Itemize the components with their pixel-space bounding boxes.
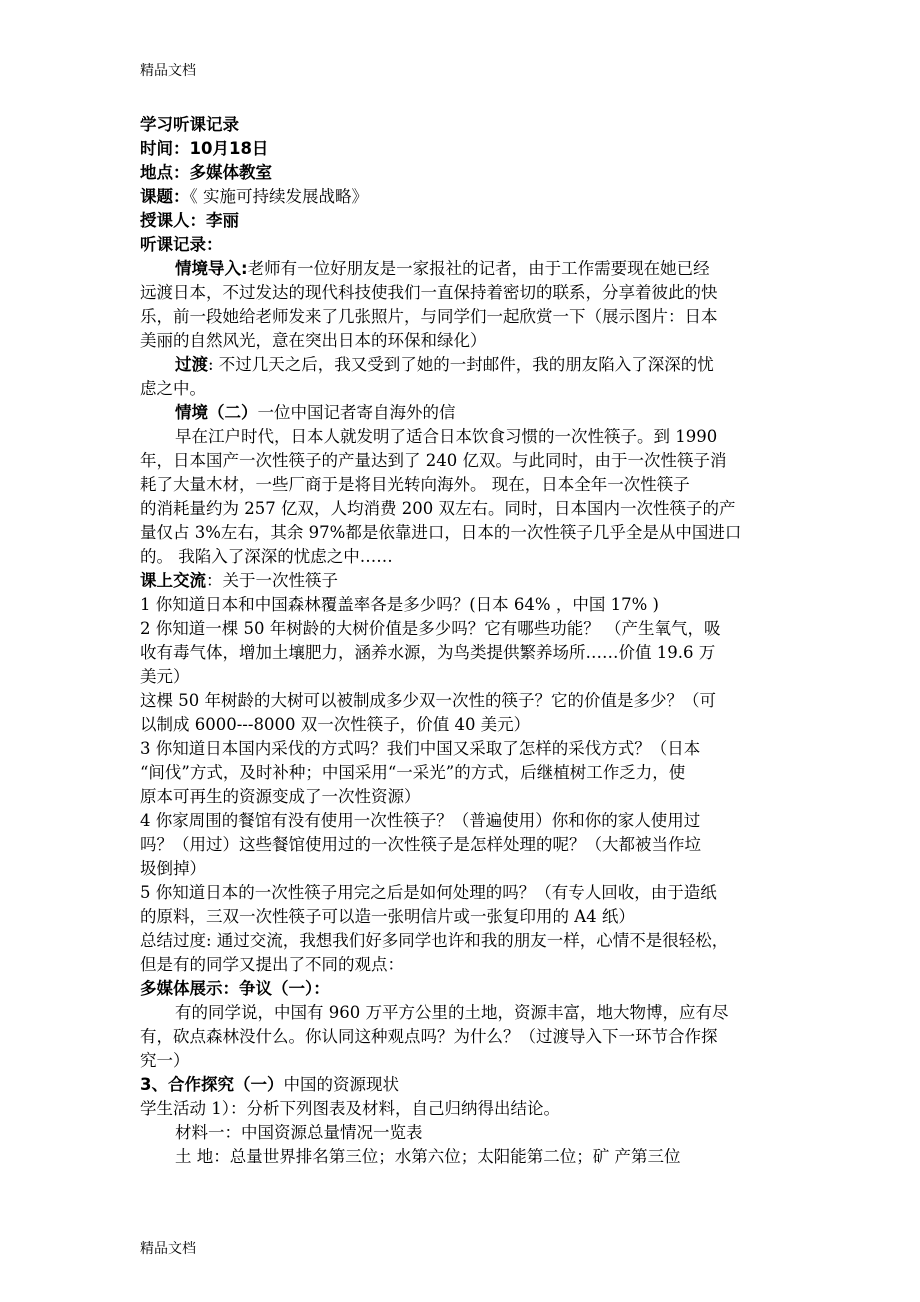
- page-header: 精品文档: [140, 63, 196, 79]
- scene2-line: 耗了大量木材，一些厂商于是将目光转向海外。 现在，日本全年一次性筷子: [140, 475, 690, 494]
- exchange-line: 1 你知道日本和中国森林覆盖率各是多少吗？(日本 64% ，中国 17% ): [140, 595, 659, 614]
- exchange-line: 但是有的同学又提出了不同的观点：: [140, 955, 404, 974]
- transition-line: 过渡: 不过几天之后，我又受到了她的一封邮件，我的朋友陷入了深深的忧: [175, 355, 714, 374]
- intro-line: 美丽的自然风光，意在突出日本的环保和绿化）: [140, 331, 487, 350]
- time-line: 时间：10月18日: [140, 139, 269, 158]
- scene2-line: 量仅占 3%左右，其余 97%都是依靠进口，日本的一次性筷子几乎全是从中国进口: [140, 523, 742, 542]
- intro-line: 乐，前一段她给老师发来了几张照片，与同学们一起欣赏一下（展示图片：日本: [140, 307, 718, 326]
- exchange-line: 总结过度: 通过交流，我想我们好多同学也许和我的朋友一样，心情不是很轻松，: [140, 931, 729, 950]
- doc-title: 学习听课记录: [140, 115, 239, 134]
- intro-line: 情境导入:老师有一位好朋友是一家报社的记者，由于工作需要现在她已经: [175, 259, 710, 278]
- multimedia-line: 有，砍点森林没什么。你认同这种观点吗？为什么？（过渡导入下一环节合作探: [140, 1027, 718, 1046]
- exchange-line: “间伐”方式，及时补种；中国采用“一采光”的方式，后继植树工作乏力，使: [140, 763, 686, 782]
- exchange-line: 这棵 50 年树龄的大树可以被制成多少双一次性的筷子？它的价值是多少？（可: [140, 691, 716, 710]
- scene2-line: 年，日本国产一次性筷子的产量达到了 240 亿双。与此同时，由于一次性筷子消: [140, 451, 727, 470]
- exchange-line: 圾倒掉）: [140, 859, 206, 878]
- exchange-line: 吗？（用过）这些餐馆使用过的一次性筷子是怎样处理的呢？（大都被当作垃: [140, 835, 701, 854]
- exchange-line: 5 你知道日本的一次性筷子用完之后是如何处理的吗？（有专人回收，由于造纸: [140, 883, 717, 902]
- scene2-line: 的。 我陷入了深深的忧虑之中……: [140, 547, 393, 566]
- document-body: [140, 113, 790, 1169]
- coop-line: 材料一：中国资源总量情况一览表: [175, 1123, 423, 1142]
- exchange-line: 4 你家周围的餐馆有没有使用一次性筷子？（普遍使用）你和你的家人使用过: [140, 811, 701, 830]
- place-line: 地点：多媒体教室: [140, 163, 272, 182]
- exchange-line: 2 你知道一棵 50 年树龄的大树价值是多少吗？它有哪些功能？ （产生氧气，吸: [140, 619, 721, 638]
- exchange-line: 以制成 6000---8000 双一次性筷子，价值 40 美元）: [140, 715, 531, 734]
- scene2-line: 的消耗量约为 257 亿双，人均消费 200 双左右。同时，日本国内一次性筷子的产: [140, 499, 736, 518]
- transition-line: 虑之中。: [140, 379, 206, 398]
- coop-heading: 3、合作探究（一）中国的资源现状: [140, 1075, 399, 1094]
- topic-line: 课题：《 实施可持续发展战略》: [140, 187, 368, 206]
- exchange-line: 美元）: [140, 667, 190, 686]
- exchange-heading: 课上交流：关于一次性筷子: [140, 571, 338, 590]
- exchange-line: 原本可再生的资源变成了一次性资源）: [140, 787, 421, 806]
- coop-line: 学生活动 1）：分析下列图表及材料，自己归纳得出结论。: [140, 1099, 560, 1118]
- exchange-line: 收有毒气体，增加土壤肥力，涵养水源，为鸟类提供繁养场所……价值 19.6 万: [140, 643, 716, 662]
- multimedia-line: 究一）: [140, 1051, 190, 1070]
- scene2-heading: 情境（二）一位中国记者寄自海外的信: [175, 403, 456, 422]
- record-label: 听课记录：: [140, 235, 223, 254]
- exchange-line: 的原料，三双一次性筷子可以造一张明信片或一张复印用的 A4 纸）: [140, 907, 635, 926]
- exchange-line: 3 你知道日本国内采伐的方式吗？我们中国又采取了怎样的采伐方式？（日本: [140, 739, 701, 758]
- multimedia-heading: 多媒体展示：争议（一）：: [140, 979, 330, 998]
- teacher-line: 授课人：李丽: [140, 211, 239, 230]
- intro-line: 远渡日本，不过发达的现代科技使我们一直保持着密切的联系，分享着彼此的快: [140, 283, 718, 302]
- multimedia-line: 有的同学说，中国有 960 万平方公里的土地，资源丰富，地大物博，应有尽: [175, 1003, 729, 1022]
- page-footer: 精品文档: [140, 1241, 196, 1257]
- coop-line: 土 地：总量世界排名第三位；水第六位；太阳能第二位；矿 产第三位: [175, 1147, 681, 1166]
- scene2-line: 早在江户时代，日本人就发明了适合日本饮食习惯的一次性筷子。到 1990: [175, 427, 718, 446]
